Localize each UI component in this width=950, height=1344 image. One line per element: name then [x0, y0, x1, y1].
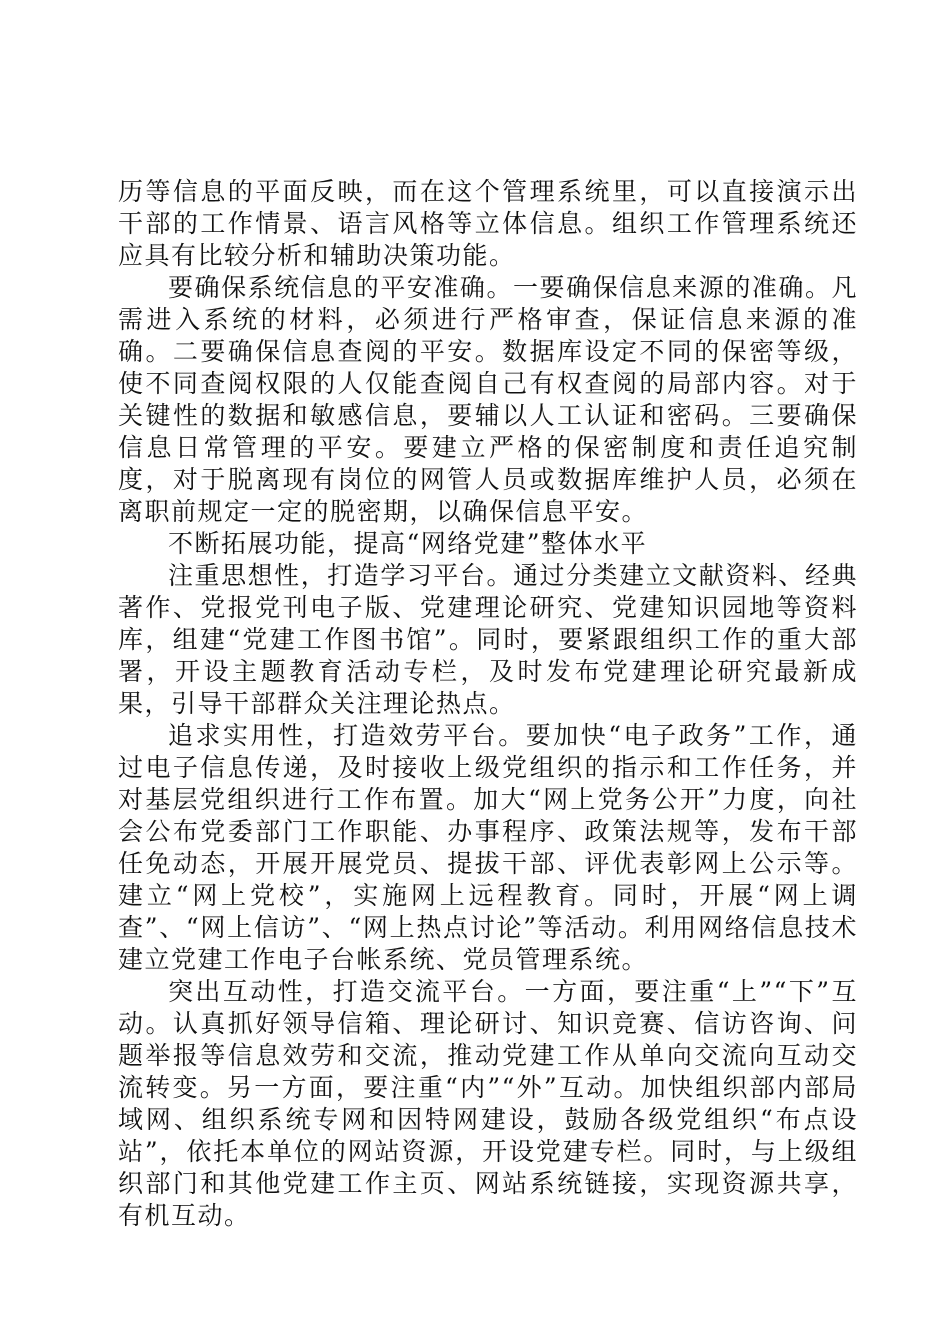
- paragraph-learning-platform: 注重思想性，打造学习平台。通过分类建立文献资料、经典著作、党报党刊电子版、党建理论研究、党建知识园地等资料库，组建“党建工作图书馆”。同时，要紧跟组织工作的重大部署，开设主题教育活动专栏，及时发布党建理论研究最新成果，引导干部群众关注理论热点。: [118, 561, 858, 718]
- paragraph-service-platform: 追求实用性，打造效劳平台。要加快“电子政务”工作，通过电子信息传递，及时接收上级党组织的指示和工作任务，并对基层党组织进行工作布置。加大“网上党务公开”力度，向社会公布党委部门工作职能、办事程序、政策法规等，发布干部任免动态，开展开展党员、提拔干部、评优表彰网上公示等。建立“网上党校”，实施网上远程教育。同时，开展“网上调查”、“网上信访”、“网上热点讨论”等活动。利用网络信息技术建立党建工作电子台帐系统、党员管理系统。: [118, 721, 858, 974]
- paragraph-info-security: 要确保系统信息的平安准确。一要确保信息来源的准确。凡需进入系统的材料，必须进行严格审查，保证信息来源的准确。二要确保信息查阅的平安。数据库设定不同的保密等级，使不同查阅权限的人仅能查阅自己有权查阅的局部内容。对于关键性的数据和敏感信息，要辅以人工认证和密码。三要确保信息日常管理的平安。要建立严格的保密制度和责任追究制度，对于脱离现有岗位的网管人员或数据库维护人员，必须在离职前规定一定的脱密期，以确保信息平安。: [118, 273, 858, 526]
- paragraph-exchange-platform: 突出互动性，打造交流平台。一方面，要注重“上”“下”互动。认真抓好领导信箱、理论研讨、知识竞赛、信访咨询、问题举报等信息效劳和交流，推动党建工作从单向交流向互动交流转变。另一方面，要注重“内”“外”互动。加快组织部内部局域网、组织系统专网和因特网建设，鼓励各级党组织“布点设站”，依托本单位的网站资源，开设党建专栏。同时，与上级组织部门和其他党建工作主页、网站系统链接，实现资源共享，有机互动。: [118, 977, 858, 1230]
- paragraph-continuation: 历等信息的平面反映，而在这个管理系统里，可以直接演示出干部的工作情景、语言风格等立体信息。组织工作管理系统还应具有比较分析和辅助决策功能。: [118, 177, 858, 270]
- section-heading: 不断拓展功能，提高“网络党建”整体水平: [168, 529, 648, 558]
- document-body: [118, 176, 858, 1232]
